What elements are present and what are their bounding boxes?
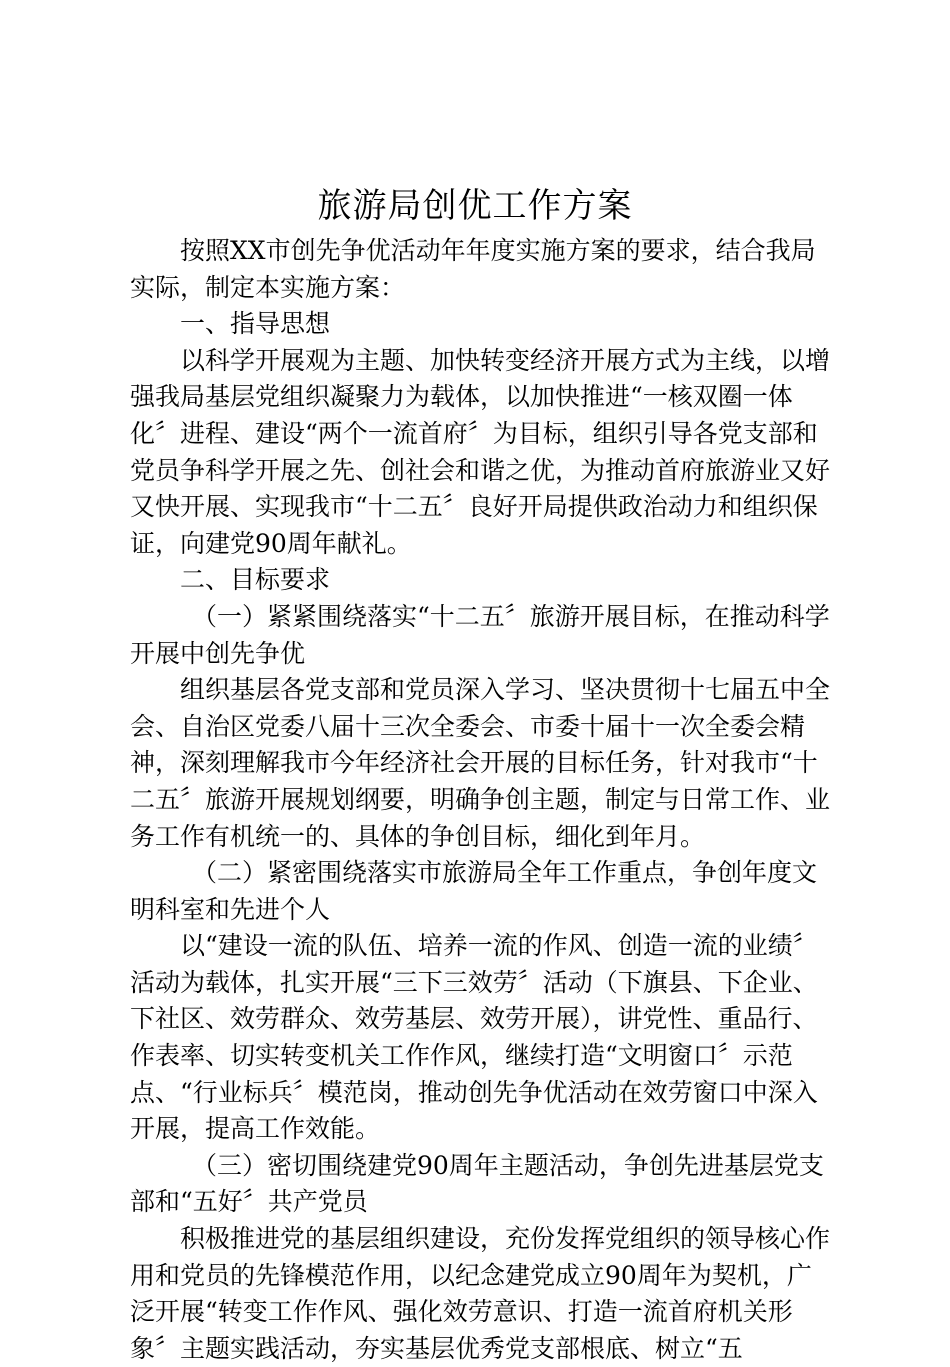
subheading-3: （三）密切围绕建党90周年主题活动，争创先进基层党支部和“五好〞共产党员 [130, 1150, 824, 1217]
document-body [130, 233, 830, 1367]
document-title: 旅游局创优工作方案 [317, 186, 633, 226]
paragraph-1: 组织基层各党支部和党员深入学习、坚决贯彻十七届五中全会、自治区党委八届十三次全委会、市委十届十一次全委会精神，深刻理解我市今年经济社会开展的目标任务，针对我市“十二五〞旅游开展规划纲要，明确争创主题，制定与日常工作、业务工作有机统一的、具体的争创目标，细化到年月。 [130, 675, 831, 851]
section-heading-1: 一、指导思想 [180, 309, 331, 339]
section-heading-2: 二、目标要求 [180, 565, 331, 595]
subheading-2: （二）紧密围绕落实市旅游局全年工作重点，争创年度文明科室和先进个人 [130, 858, 818, 924]
subheading-1: （一）紧紧围绕落实“十二五〞旅游开展目标，在推动科学开展中创先争优 [130, 601, 830, 668]
paragraph-guiding-ideology: 以科学开展观为主题、加快转变经济开展方式为主线，以增强我局基层党组织凝聚力为载体，以加快推进“一核双圈一体化〞进程、建设“两个一流首府〞为目标，组织引导各党支部和党员争科学开展之先、创社会和谐之优，为推动首府旅游业又好又快开展、实现我市“十二五〞良好开局提供政治动力和组织保证，向建党90周年献礼。 [130, 345, 831, 558]
paragraph-intro: 按照XX市创先争优活动年年度实施方案的要求，结合我局实际，制定本实施方案： [130, 236, 816, 302]
paragraph-2: 以“建设一流的队伍、培养一流的作风、创造一流的业绩〞活动为载体，扎实开展“三下三效劳〞活动（下旗县、下企业、下社区、效劳群众、效劳基层、效劳开展），讲党性、重品行、作表率、切实转变机关工作作风，继续打造“文明窗口〞示范点、“行业标兵〞模范岗，推动创先争优活动在效劳窗口中深入开展，提高工作效能。 [130, 931, 818, 1144]
paragraph-3: 积极推进党的基层组织建设，充份发挥党组织的领导核心作用和党员的先锋模范作用，以纪念建党成立90周年为契机，广泛开展“转变工作作风、强化效劳意识、打造一流首府机关形象〞主题实践活动，夯实基层优秀党支部根底、树立“五 [130, 1224, 831, 1363]
